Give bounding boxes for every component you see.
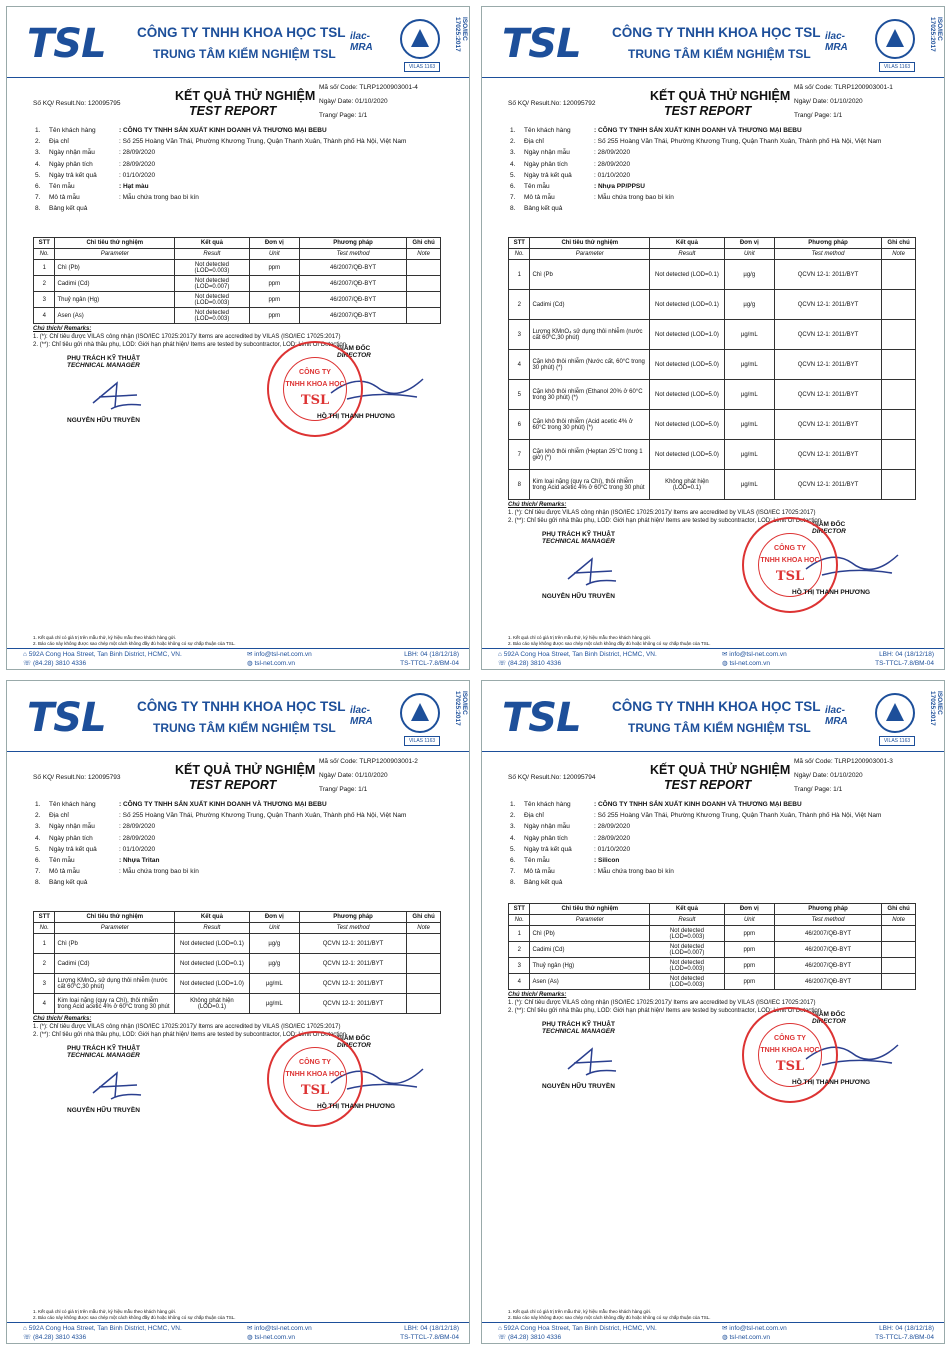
table-row: 1 Chì (Pb Not detected (LOD=0.1) µg/g QCVN 12-1: 2011/BYT <box>34 934 441 954</box>
table-row: 2 Cadimi (Cd) Not detected (LOD=0.1) µg/g QCVN 12-1: 2011/BYT <box>34 954 441 974</box>
manager-name: NGUYỄN HỮU TRUYỀN <box>542 1083 615 1090</box>
tsl-logo: TSL <box>502 21 581 67</box>
footnotes: 1. Kết quả chỉ có giá trị trên mẫu thử, ký hiệu mẫu theo khách hàng gửi. 2. Báo cáo này không được sao chép một cách không đầy đủ hoặc không có sự chấp thuận của TSL. <box>508 1309 711 1320</box>
info-row: 8. Bảng kết quả <box>510 205 563 213</box>
company-name: CÔNG TY TNHH KHOA HỌC TSL <box>612 25 821 40</box>
report-title-vi: KẾT QUẢ THỬ NGHIỆM <box>650 763 791 777</box>
manager-name: NGUYỄN HỮU TRUYỀN <box>67 1107 140 1114</box>
info-row: 4. Ngày phân tích : 28/09/2020 <box>510 160 631 168</box>
director-name: HỒ THỊ THANH PHƯƠNG <box>792 1079 871 1086</box>
result-number: Số KQ/ Result.No: 120095792 <box>508 100 596 107</box>
report-page-4 <box>481 680 945 1344</box>
info-row: 7. Mô tả mẫu : Mẫu chứa trong bao bì kín <box>510 868 674 876</box>
company-name: CÔNG TY TNHH KHOA HỌC TSL <box>137 699 346 714</box>
table-row: 2 Cadimi (Cd) Not detected (LOD=0.007) ppm 46/2007/QĐ-BYT <box>34 276 441 292</box>
accreditation-seal-icon <box>400 19 440 59</box>
report-title-en: TEST REPORT <box>664 778 752 792</box>
iso-label: ISO/IEC 17025:2017 <box>929 691 943 726</box>
center-name: TRUNG TÂM KIỂM NGHIỆM TSL <box>628 47 811 61</box>
footnotes: 1. Kết quả chỉ có giá trị trên mẫu thử, ký hiệu mẫu theo khách hàng gửi. 2. Báo cáo này không được sao chép một cách không đầy đủ hoặc không có sự chấp thuận của TSL. <box>33 635 236 646</box>
info-row: 6. Tên mẫu : Silicon <box>510 856 620 864</box>
technical-manager-title: PHỤ TRÁCH KỸ THUẬT TECHNICAL MANAGER <box>67 1045 140 1059</box>
table-row: 4 Kim loại nặng (quy ra Chì), thôi nhiễm trong Acid acetic 4% ở 60°C trong 30 phút Không phát hiện (LOD=0.1) µg/mL QCVN 12-1: 2011/BYT <box>34 994 441 1014</box>
result-number: Số KQ/ Result.No: 120095794 <box>508 774 596 781</box>
vilas-badge: VILAS 1163 <box>404 736 440 746</box>
accreditation-seal-icon <box>400 693 440 733</box>
table-row: 4 Asen (As) Not detected (LOD=0.003) ppm 46/2007/QĐ-BYT <box>509 974 916 990</box>
company-stamp: CÔNG TY TNHH KHOA HỌC TSL <box>267 1031 363 1127</box>
report-header <box>7 7 469 77</box>
sample-info <box>510 799 881 889</box>
footer-divider <box>482 1322 944 1323</box>
results-table <box>508 237 916 500</box>
table-row: 2 Cadimi (Cd) Not detected (LOD=0.007) ppm 46/2007/QĐ-BYT <box>509 942 916 958</box>
table-header-row: STT Chỉ tiêu thử nghiệm Kết quả Đơn vị Phương pháp Ghi chú <box>34 912 441 923</box>
results-table <box>33 911 441 1014</box>
report-title-en: TEST REPORT <box>189 104 277 118</box>
table-header-row: STT Chỉ tiêu thử nghiệm Kết quả Đơn vị Phương pháp Ghi chú <box>509 904 916 915</box>
sample-info <box>35 799 406 889</box>
manager-signature <box>562 1039 622 1079</box>
technical-manager-title: PHỤ TRÁCH KỸ THUẬT TECHNICAL MANAGER <box>67 355 140 369</box>
report-title-en: TEST REPORT <box>664 104 752 118</box>
footer-contact: ✉ info@tsl-net.com.vn ◍ tsl-net.com.vn <box>722 1325 787 1341</box>
info-row: 1. Tên khách hàng : CÔNG TY TNHH SẢN XUẤT KINH DOANH VÀ THƯƠNG MẠI BEBU <box>510 127 802 134</box>
report-date: Ngày/ Date: 01/10/2020 <box>319 98 388 105</box>
table-row: 7 Cặn khô thôi nhiễm (Heptan 25°C trong 1 giờ) (*) Not detected (LOD=5.0) µg/mL QCVN 12-1: 2011/BYT <box>509 440 916 470</box>
footer-address: ⌂ 592A Cong Hoa Street, Tan Binh District, HCMC, VN. ☏ (84.28) 3810 4336 <box>23 1325 182 1341</box>
remarks: Chú thích/ Remarks: 1. (*): Chỉ tiêu được VILAS công nhận (ISO/IEC 17025:2017)/ Items are accredited by VILAS (ISO/IEC 17025:2017) 2. (**): Chỉ tiêu gửi nhà thầu phụ, LOD: Giới hạn phát hiện/ Items are tested by subcontractor, LOD: Limit Of Detection <box>508 502 822 524</box>
report-page-3 <box>6 680 470 1344</box>
info-row: 5. Ngày trả kết quả : 01/10/2020 <box>35 845 156 853</box>
report-code: Mã số/ Code: TLRP1200903001-1 <box>794 84 893 91</box>
manager-name: NGUYỄN HỮU TRUYỀN <box>542 593 615 600</box>
info-row: 8. Bảng kết quả <box>510 879 563 887</box>
footer-divider <box>482 648 944 649</box>
info-row: 2. Địa chỉ : Số 255 Hoàng Văn Thái, Phường Khương Trung, Quận Thanh Xuân, Thành phố Hà Nội, Việt Nam <box>35 812 407 820</box>
report-title-en: TEST REPORT <box>189 778 277 792</box>
report-page-number: Trang/ Page: 1/1 <box>319 786 368 793</box>
report-title-vi: KẾT QUẢ THỬ NGHIỆM <box>175 89 316 103</box>
table-row: 8 Kim loại nặng (quy ra Chì), thôi nhiễm trong Acid acetic 4% ở 60°C trong 30 phút Không phát hiện (LOD=0.1) µg/mL QCVN 12-1: 2011/BYT <box>509 470 916 500</box>
table-header-row: STT Chỉ tiêu thử nghiệm Kết quả Đơn vị Phương pháp Ghi chú <box>509 238 916 249</box>
info-row: 2. Địa chỉ : Số 255 Hoàng Văn Thái, Phường Khương Trung, Quận Thanh Xuân, Thành phố Hà Nội, Việt Nam <box>510 812 882 820</box>
manager-signature <box>87 1063 147 1103</box>
footer-form-code: LBH: 04 (18/12/18) TS-TTCL-7.8/BM-04 <box>875 1325 934 1341</box>
result-number: Số KQ/ Result.No: 120095795 <box>33 100 121 107</box>
info-row: 3. Ngày nhận mẫu : 28/09/2020 <box>510 149 631 157</box>
table-header-row: STT Chỉ tiêu thử nghiệm Kết quả Đơn vị Phương pháp Ghi chú <box>34 238 441 249</box>
info-row: 8. Bảng kết quả <box>35 205 88 213</box>
header-divider <box>482 751 944 752</box>
footer-contact: ✉ info@tsl-net.com.vn ◍ tsl-net.com.vn <box>247 651 312 667</box>
header-divider <box>7 751 469 752</box>
vilas-badge: VILAS 1163 <box>879 62 915 72</box>
center-name: TRUNG TÂM KIỂM NGHIỆM TSL <box>153 721 336 735</box>
info-row: 6. Tên mẫu : Nhựa PP/PPSU <box>510 182 645 190</box>
table-row: 4 Cặn khô thôi nhiễm (Nước cất, 60°C trong 30 phút) (*) Not detected (LOD=5.0) µg/mL QCVN 12-1: 2011/BYT <box>509 350 916 380</box>
technical-manager-title: PHỤ TRÁCH KỸ THUẬT TECHNICAL MANAGER <box>542 1021 615 1035</box>
info-row: 3. Ngày nhận mẫu : 28/09/2020 <box>35 149 156 157</box>
report-title-vi: KẾT QUẢ THỬ NGHIỆM <box>650 89 791 103</box>
table-row: 3 Lượng KMnO₄ sử dụng thôi nhiễm (nước cất 60°C,30 phút) Not detected (LOD=1.0) µg/mL QCVN 12-1: 2011/BYT <box>34 974 441 994</box>
ilac-mra-logo: ilac-MRA <box>350 31 373 53</box>
director-name: HỒ THỊ THANH PHƯƠNG <box>792 589 871 596</box>
sample-info <box>35 125 406 215</box>
footnotes: 1. Kết quả chỉ có giá trị trên mẫu thử, ký hiệu mẫu theo khách hàng gửi. 2. Báo cáo này không được sao chép một cách không đầy đủ hoặc không có sự chấp thuận của TSL. <box>33 1309 236 1320</box>
iso-label: ISO/IEC 17025:2017 <box>929 17 943 52</box>
report-page-number: Trang/ Page: 1/1 <box>319 112 368 119</box>
table-row: 6 Cặn khô thôi nhiễm (Acid acetic 4% ở 60°C trong 30 phút) (*) Not detected (LOD=5.0) µg/mL QCVN 12-1: 2011/BYT <box>509 410 916 440</box>
info-row: 1. Tên khách hàng : CÔNG TY TNHH SẢN XUẤT KINH DOANH VÀ THƯƠNG MẠI BEBU <box>510 801 802 808</box>
table-row: 2 Cadimi (Cd) Not detected (LOD=0.1) µg/g QCVN 12-1: 2011/BYT <box>509 290 916 320</box>
table-subheader-row: No. Parameter Result Unit Test method Note <box>509 249 916 260</box>
table-subheader-row: No. Parameter Result Unit Test method Note <box>34 923 441 934</box>
report-code: Mã số/ Code: TLRP1200903001-2 <box>319 758 418 765</box>
manager-signature <box>87 373 147 413</box>
header-divider <box>482 77 944 78</box>
accreditation-seal-icon <box>875 19 915 59</box>
ilac-mra-logo: ilac-MRA <box>825 705 848 727</box>
results-table <box>33 237 441 324</box>
info-row: 4. Ngày phân tích : 28/09/2020 <box>35 160 156 168</box>
table-row: 1 Chì (Pb Not detected (LOD=0.1) µg/g QCVN 12-1: 2011/BYT <box>509 260 916 290</box>
footer-address: ⌂ 592A Cong Hoa Street, Tan Binh District, HCMC, VN. ☏ (84.28) 3810 4336 <box>23 651 182 667</box>
footnotes: 1. Kết quả chỉ có giá trị trên mẫu thử, ký hiệu mẫu theo khách hàng gửi. 2. Báo cáo này không được sao chép một cách không đầy đủ hoặc không có sự chấp thuận của TSL. <box>508 635 711 646</box>
tsl-logo: TSL <box>27 695 106 741</box>
company-stamp: CÔNG TY TNHH KHOA HỌC TSL <box>267 341 363 437</box>
director-title: GIÁM ĐỐC DIRECTOR <box>812 1011 846 1025</box>
technical-manager-title: PHỤ TRÁCH KỸ THUẬT TECHNICAL MANAGER <box>542 531 615 545</box>
vilas-badge: VILAS 1163 <box>404 62 440 72</box>
manager-signature <box>562 549 622 589</box>
table-row: 1 Chì (Pb) Not detected (LOD=0.003) ppm 46/2007/QĐ-BYT <box>34 260 441 276</box>
report-date: Ngày/ Date: 01/10/2020 <box>794 772 863 779</box>
remarks: Chú thích/ Remarks: 1. (*): Chỉ tiêu được VILAS công nhận (ISO/IEC 17025:2017)/ Items are accredited by VILAS (ISO/IEC 17025:2017) 2. (**): Chỉ tiêu gửi nhà thầu phụ, LOD: Giới hạn phát hiện/ Items are tested by subcontractor, LOD: Limit Of Detection <box>33 326 347 348</box>
info-row: 1. Tên khách hàng : CÔNG TY TNHH SẢN XUẤT KINH DOANH VÀ THƯƠNG MẠI BEBU <box>35 801 327 808</box>
company-stamp: CÔNG TY TNHH KHOA HỌC TSL <box>742 1007 838 1103</box>
info-row: 2. Địa chỉ : Số 255 Hoàng Văn Thái, Phường Khương Trung, Quận Thanh Xuân, Thành phố Hà Nội, Việt Nam <box>510 138 882 146</box>
manager-name: NGUYỄN HỮU TRUYỀN <box>67 417 140 424</box>
info-row: 3. Ngày nhận mẫu : 28/09/2020 <box>510 823 631 831</box>
info-row: 7. Mô tả mẫu : Mẫu chứa trong bao bì kín <box>35 868 199 876</box>
report-page-number: Trang/ Page: 1/1 <box>794 786 843 793</box>
report-header <box>482 7 944 77</box>
info-row: 1. Tên khách hàng : CÔNG TY TNHH SẢN XUẤT KINH DOANH VÀ THƯƠNG MẠI BEBU <box>35 127 327 134</box>
table-row: 1 Chì (Pb) Not detected (LOD=0.003) ppm 46/2007/QĐ-BYT <box>509 926 916 942</box>
info-row: 2. Địa chỉ : Số 255 Hoàng Văn Thái, Phường Khương Trung, Quận Thanh Xuân, Thành phố Hà Nội, Việt Nam <box>35 138 407 146</box>
info-row: 3. Ngày nhận mẫu : 28/09/2020 <box>35 823 156 831</box>
iso-label: ISO/IEC 17025:2017 <box>454 17 468 52</box>
director-name: HỒ THỊ THANH PHƯƠNG <box>317 1103 396 1110</box>
tsl-logo: TSL <box>502 695 581 741</box>
vilas-badge: VILAS 1163 <box>879 736 915 746</box>
director-title: GIÁM ĐỐC DIRECTOR <box>337 345 371 359</box>
info-row: 8. Bảng kết quả <box>35 879 88 887</box>
info-row: 4. Ngày phân tích : 28/09/2020 <box>35 834 156 842</box>
info-row: 5. Ngày trả kết quả : 01/10/2020 <box>510 845 631 853</box>
ilac-mra-logo: ilac-MRA <box>350 705 373 727</box>
director-title: GIÁM ĐỐC DIRECTOR <box>337 1035 371 1049</box>
table-subheader-row: No. Parameter Result Unit Test method Note <box>509 915 916 926</box>
info-row: 5. Ngày trả kết quả : 01/10/2020 <box>35 171 156 179</box>
footer-contact: ✉ info@tsl-net.com.vn ◍ tsl-net.com.vn <box>722 651 787 667</box>
footer-address: ⌂ 592A Cong Hoa Street, Tan Binh District, HCMC, VN. ☏ (84.28) 3810 4336 <box>498 1325 657 1341</box>
table-row: 4 Asen (As) Not detected (LOD=0.003) ppm 46/2007/QĐ-BYT <box>34 308 441 324</box>
info-row: 7. Mô tả mẫu : Mẫu chứa trong bao bì kín <box>510 194 674 202</box>
report-date: Ngày/ Date: 01/10/2020 <box>794 98 863 105</box>
footer-form-code: LBH: 04 (18/12/18) TS-TTCL-7.8/BM-04 <box>875 651 934 667</box>
report-page-2 <box>481 6 945 670</box>
company-stamp: CÔNG TY TNHH KHOA HỌC TSL <box>742 517 838 613</box>
ilac-mra-logo: ilac-MRA <box>825 31 848 53</box>
table-row: 5 Cặn khô thôi nhiễm (Ethanol 20% ở 60°C trong 30 phút) (*) Not detected (LOD=5.0) µg/mL QCVN 12-1: 2011/BYT <box>509 380 916 410</box>
tsl-logo: TSL <box>27 21 106 67</box>
table-row: 3 Lượng KMnO₄ sử dụng thôi nhiễm (nước cất 60°C,30 phút) Not detected (LOD=1.0) µg/mL QCVN 12-1: 2011/BYT <box>509 320 916 350</box>
report-header <box>7 681 469 751</box>
remarks: Chú thích/ Remarks: 1. (*): Chỉ tiêu được VILAS công nhận (ISO/IEC 17025:2017)/ Items are accredited by VILAS (ISO/IEC 17025:2017) 2. (**): Chỉ tiêu gửi nhà thầu phụ, LOD: Giới hạn phát hiện/ Items are tested by subcontractor, LOD: Limit Of Detection <box>33 1016 347 1038</box>
info-row: 5. Ngày trả kết quả : 01/10/2020 <box>510 171 631 179</box>
info-row: 7. Mô tả mẫu : Mẫu chứa trong bao bì kín <box>35 194 199 202</box>
footer-form-code: LBH: 04 (18/12/18) TS-TTCL-7.8/BM-04 <box>400 1325 459 1341</box>
report-page-number: Trang/ Page: 1/1 <box>794 112 843 119</box>
table-subheader-row: No. Parameter Result Unit Test method Note <box>34 249 441 260</box>
report-header <box>482 681 944 751</box>
footer-divider <box>7 648 469 649</box>
table-row: 3 Thuỷ ngân (Hg) Not detected (LOD=0.003) ppm 46/2007/QĐ-BYT <box>34 292 441 308</box>
sample-info <box>510 125 881 215</box>
table-row: 3 Thuỷ ngân (Hg) Not detected (LOD=0.003) ppm 46/2007/QĐ-BYT <box>509 958 916 974</box>
center-name: TRUNG TÂM KIỂM NGHIỆM TSL <box>153 47 336 61</box>
company-name: CÔNG TY TNHH KHOA HỌC TSL <box>612 699 821 714</box>
director-name: HỒ THỊ THANH PHƯƠNG <box>317 413 396 420</box>
remarks: Chú thích/ Remarks: 1. (*): Chỉ tiêu được VILAS công nhận (ISO/IEC 17025:2017)/ Items are accredited by VILAS (ISO/IEC 17025:2017) 2. (**): Chỉ tiêu gửi nhà thầu phụ, LOD: Giới hạn phát hiện/ Items are tested by subcontractor, LOD: Limit Of Detection <box>508 992 822 1014</box>
result-number: Số KQ/ Result.No: 120095793 <box>33 774 121 781</box>
info-row: 4. Ngày phân tích : 28/09/2020 <box>510 834 631 842</box>
report-code: Mã số/ Code: TLRP1200903001-4 <box>319 84 418 91</box>
report-code: Mã số/ Code: TLRP1200903001-3 <box>794 758 893 765</box>
center-name: TRUNG TÂM KIỂM NGHIỆM TSL <box>628 721 811 735</box>
footer-contact: ✉ info@tsl-net.com.vn ◍ tsl-net.com.vn <box>247 1325 312 1341</box>
info-row: 6. Tên mẫu : Hạt màu <box>35 182 149 190</box>
accreditation-seal-icon <box>875 693 915 733</box>
iso-label: ISO/IEC 17025:2017 <box>454 691 468 726</box>
report-title-vi: KẾT QUẢ THỬ NGHIỆM <box>175 763 316 777</box>
director-title: GIÁM ĐỐC DIRECTOR <box>812 521 846 535</box>
report-page-1 <box>6 6 470 670</box>
footer-address: ⌂ 592A Cong Hoa Street, Tan Binh District, HCMC, VN. ☏ (84.28) 3810 4336 <box>498 651 657 667</box>
footer-divider <box>7 1322 469 1323</box>
report-date: Ngày/ Date: 01/10/2020 <box>319 772 388 779</box>
header-divider <box>7 77 469 78</box>
footer-form-code: LBH: 04 (18/12/18) TS-TTCL-7.8/BM-04 <box>400 651 459 667</box>
results-table <box>508 903 916 990</box>
company-name: CÔNG TY TNHH KHOA HỌC TSL <box>137 25 346 40</box>
info-row: 6. Tên mẫu : Nhựa Tritan <box>35 856 160 864</box>
